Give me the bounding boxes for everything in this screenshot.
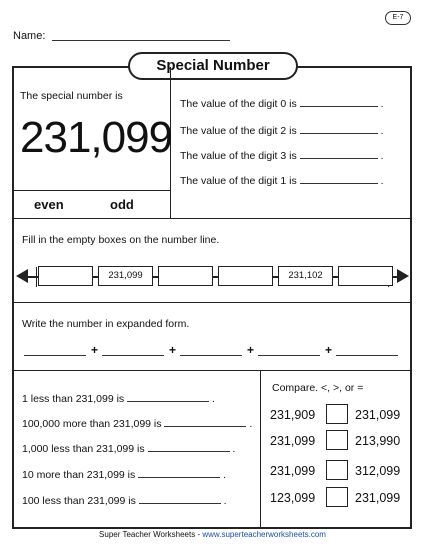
relation-text: 100 less than 231,099 is [22, 495, 136, 507]
compare-left-number: 231,099 [270, 434, 316, 448]
worksheet-code-badge: E-7 [385, 11, 411, 25]
number-line-box[interactable] [158, 266, 213, 286]
footer-brand: Super Teacher Worksheets - [99, 530, 203, 539]
number-line-box: 231,102 [278, 266, 333, 286]
compare-answer-box[interactable] [326, 430, 348, 450]
number-line-box[interactable] [338, 266, 393, 286]
answer-blank[interactable] [164, 426, 246, 427]
number-line-box[interactable] [38, 266, 93, 286]
number-line-box[interactable] [218, 266, 273, 286]
name-label: Name: [13, 30, 46, 42]
compare-answer-box[interactable] [326, 460, 348, 480]
expanded-form-blank[interactable] [24, 355, 86, 356]
relation-text: 1 less than 231,099 is [22, 393, 125, 405]
answer-blank[interactable] [139, 503, 221, 504]
answer-blank[interactable] [300, 158, 378, 159]
plus-sign: + [325, 343, 333, 357]
number-line-box: 231,099 [98, 266, 153, 286]
plus-sign: + [91, 343, 99, 357]
answer-blank[interactable] [300, 106, 378, 107]
relation-text: 10 more than 231,099 is [22, 469, 136, 481]
digit-value-text: The value of the digit 2 is [180, 125, 297, 137]
expanded-form-blank[interactable] [258, 355, 320, 356]
worksheet-title: Special Number [128, 52, 298, 80]
plus-sign: + [247, 343, 255, 357]
compare-answer-box[interactable] [326, 404, 348, 424]
footer-url[interactable]: www.superteacherworksheets.com [202, 530, 326, 539]
answer-blank[interactable] [127, 401, 209, 402]
digit-value-question: The value of the digit 2 is . [180, 125, 384, 137]
left-arrow-icon [16, 269, 28, 283]
relation-question: 10 more than 231,099 is . [22, 469, 227, 481]
divider-vertical-bottom [260, 371, 261, 528]
relation-question: 1 less than 231,099 is . [22, 393, 215, 405]
plus-sign: + [169, 343, 177, 357]
divider-expanded-section [12, 370, 412, 371]
number-line-tick [36, 267, 37, 287]
even-option[interactable]: even [34, 197, 64, 212]
compare-answer-box[interactable] [326, 487, 348, 507]
answer-blank[interactable] [300, 183, 378, 184]
compare-left-number: 231,909 [270, 408, 316, 422]
compare-left-number: 123,099 [270, 491, 316, 505]
odd-option[interactable]: odd [110, 197, 134, 212]
divider-number-line-section [12, 302, 412, 303]
relation-question: 1,000 less than 231,099 is . [22, 443, 236, 455]
compare-right-number: 213,990 [355, 434, 401, 448]
number-line-instruction: Fill in the empty boxes on the number line. [22, 234, 220, 246]
divider-special-section [12, 218, 412, 219]
relation-question: 100 less than 231,099 is . [22, 495, 227, 507]
compare-right-number: 231,099 [355, 491, 401, 505]
right-arrow-icon [397, 269, 409, 283]
compare-left-number: 231,099 [270, 464, 316, 478]
digit-value-text: The value of the digit 1 is [180, 175, 297, 187]
digit-value-text: The value of the digit 3 is [180, 150, 297, 162]
expanded-form-blank[interactable] [336, 355, 398, 356]
compare-right-number: 312,099 [355, 464, 401, 478]
digit-value-question: The value of the digit 1 is . [180, 175, 384, 187]
digit-value-question: The value of the digit 0 is . [180, 98, 384, 110]
footer [0, 530, 425, 539]
relation-question: 100,000 more than 231,099 is . [22, 418, 253, 430]
divider-even-odd [12, 190, 170, 191]
name-field-line[interactable] [52, 40, 230, 41]
answer-blank[interactable] [300, 133, 378, 134]
special-number-intro: The special number is [20, 90, 123, 102]
expanded-form-blank[interactable] [180, 355, 242, 356]
answer-blank[interactable] [148, 451, 230, 452]
digit-value-question: The value of the digit 3 is . [180, 150, 384, 162]
expanded-form-instruction: Write the number in expanded form. [22, 318, 190, 330]
relation-text: 100,000 more than 231,099 is [22, 418, 162, 430]
special-number: 231,099 [20, 113, 173, 162]
compare-heading: Compare. <, >, or = [272, 382, 364, 394]
relation-text: 1,000 less than 231,099 is [22, 443, 145, 455]
digit-value-text: The value of the digit 0 is [180, 98, 297, 110]
expanded-form-blank[interactable] [102, 355, 164, 356]
compare-right-number: 231,099 [355, 408, 401, 422]
answer-blank[interactable] [138, 477, 220, 478]
